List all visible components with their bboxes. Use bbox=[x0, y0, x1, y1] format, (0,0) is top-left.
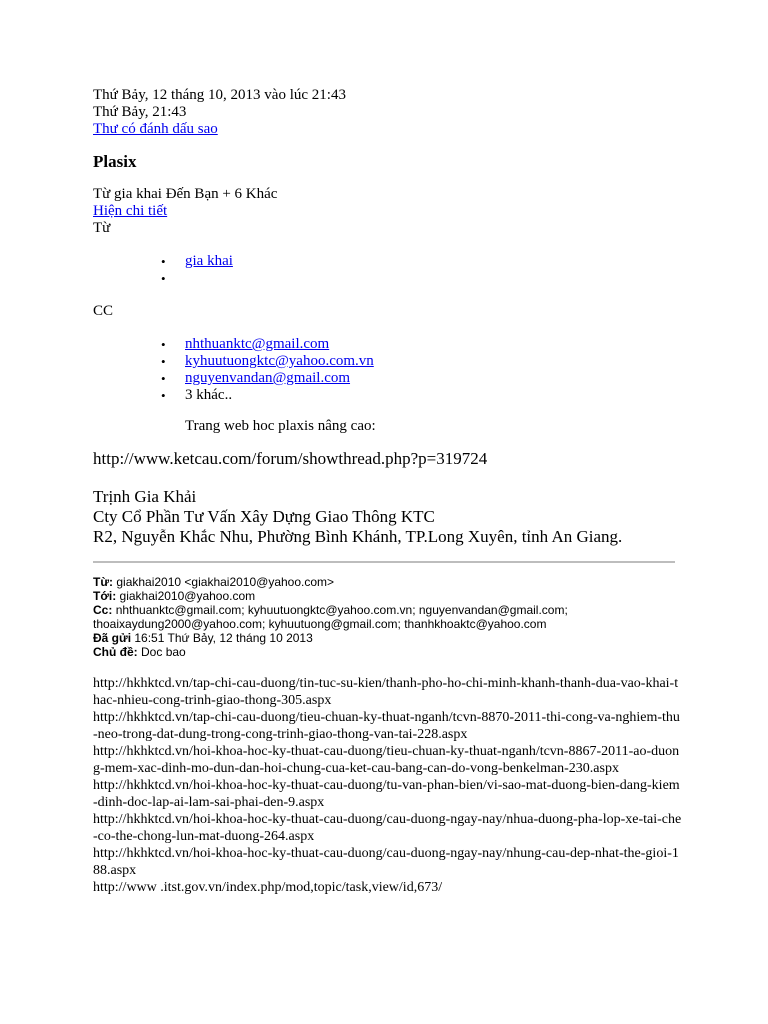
fwd-cc-value-2: thoaixaydung2000@yahoo.com; kyhuutuong@gmail.com; thanhkhoaktc@yahoo.com bbox=[93, 617, 547, 631]
url-list bbox=[93, 675, 683, 896]
fwd-from-label: Từ: bbox=[93, 575, 114, 589]
cc-link-nguyenvandan[interactable]: nguyenvandan@gmail.com bbox=[185, 370, 351, 386]
fwd-sent-value: 16:51 Thứ Bảy, 12 tháng 10 2013 bbox=[134, 631, 313, 645]
cc-more-text: 3 khác.. bbox=[185, 387, 233, 403]
list-item bbox=[93, 336, 683, 353]
list-item: http://hkhktcd.vn/hoi-khoa-hoc-ky-thuat-cau-duong/tu-van-phan-bien/vi-sao-mat-duong-bien-dang-kiem-dinh-doc-lap-ai-lam-sai-phai-den-9.aspx bbox=[93, 778, 680, 810]
from-list bbox=[93, 253, 683, 287]
cc-link-kyhuutuongktc[interactable]: kyhuutuongktc@yahoo.com.vn bbox=[185, 353, 374, 369]
show-details-link[interactable]: Hiện chi tiết bbox=[93, 203, 168, 219]
date-short: Thứ Bảy, 21:43 bbox=[93, 104, 187, 120]
sender-name: Plasix bbox=[93, 152, 137, 171]
list-item bbox=[93, 270, 683, 287]
from-label: Từ bbox=[93, 220, 111, 236]
intro-text: Trang web hoc plaxis nâng cao: bbox=[185, 418, 376, 434]
cc-label: CC bbox=[93, 303, 114, 319]
date-full: Thứ Bảy, 12 tháng 10, 2013 vào lúc 21:43 bbox=[93, 87, 346, 103]
starred-link[interactable]: Thư có đánh dấu sao bbox=[93, 121, 218, 137]
list-item bbox=[93, 353, 683, 370]
list-item: http://hkhktcd.vn/hoi-khoa-hoc-ky-thuat-cau-duong/cau-duong-ngay-nay/nhua-duong-pha-lop-xe-tai-che-co-the-chong-lun-mat-duong-264.aspx bbox=[93, 812, 682, 844]
fwd-to-label: Tới: bbox=[93, 589, 117, 603]
signature-name: Trịnh Gia Khải bbox=[93, 487, 197, 506]
cc-list bbox=[93, 336, 683, 404]
cc-link-nhthuanktc[interactable]: nhthuanktc@gmail.com bbox=[185, 336, 330, 352]
list-item bbox=[93, 370, 683, 387]
list-item: http://hkhktcd.vn/hoi-khoa-hoc-ky-thuat-cau-duong/cau-duong-ngay-nay/nhung-cau-dep-nhat-the-gioi-188.aspx bbox=[93, 846, 679, 878]
list-item: http://hkhktcd.vn/hoi-khoa-hoc-ky-thuat-cau-duong/tieu-chuan-ky-thuat-nganh/tcvn-8867-2011-ao-duong-mem-xac-dinh-mo-dun-dan-hoi-chung-cua-ket-cau-bang-can-do-vong-benkelman-230.aspx bbox=[93, 744, 680, 776]
fwd-cc-value-1: nhthuanktc@gmail.com; kyhuutuongktc@yahoo.com.vn; nguyenvandan@gmail.com; bbox=[115, 603, 568, 617]
main-url: http://www.ketcau.com/forum/showthread.php?p=319724 bbox=[93, 449, 488, 468]
fwd-subject-label: Chủ đề: bbox=[93, 645, 138, 659]
forwarded-header bbox=[93, 575, 683, 659]
list-item: http://hkhktcd.vn/tap-chi-cau-duong/tin-tuc-su-kien/thanh-pho-ho-chi-minh-khanh-thanh-dua-vao-khai-thac-nhieu-cong-trinh-giao-thong-305.aspx bbox=[93, 676, 679, 708]
fwd-to-value: giakhai2010@yahoo.com bbox=[119, 589, 256, 603]
signature-company: Cty Cổ Phần Tư Vấn Xây Dựng Giao Thông KTC bbox=[93, 507, 435, 526]
list-item: http://hkhktcd.vn/tap-chi-cau-duong/tieu-chuan-ky-thuat-nganh/tcvn-8870-2011-thi-cong-va-nghiem-thu-neo-trong-dat-dung-trong-cong-trinh-giao-thong-van-tai-228.aspx bbox=[93, 710, 680, 742]
fwd-sent-label: Đã gửi bbox=[93, 631, 132, 645]
divider bbox=[93, 561, 675, 563]
list-item bbox=[93, 387, 683, 404]
list-item bbox=[93, 253, 683, 270]
fwd-subject-value: Doc bao bbox=[141, 645, 186, 659]
list-item: http://www .itst.gov.vn/index.php/mod,topic/task,view/id,673/ bbox=[93, 880, 443, 895]
from-link-gia-khai[interactable]: gia khai bbox=[185, 253, 233, 269]
email-document bbox=[93, 87, 683, 896]
fwd-cc-label: Cc: bbox=[93, 603, 113, 617]
recipients-summary: Từ gia khai Đến Bạn + 6 Khác bbox=[93, 186, 278, 202]
signature-address: R2, Nguyễn Khắc Nhu, Phường Bình Khánh, TP.Long Xuyên, tỉnh An Giang. bbox=[93, 527, 623, 546]
fwd-from-value: giakhai2010 <giakhai2010@yahoo.com> bbox=[116, 575, 335, 589]
